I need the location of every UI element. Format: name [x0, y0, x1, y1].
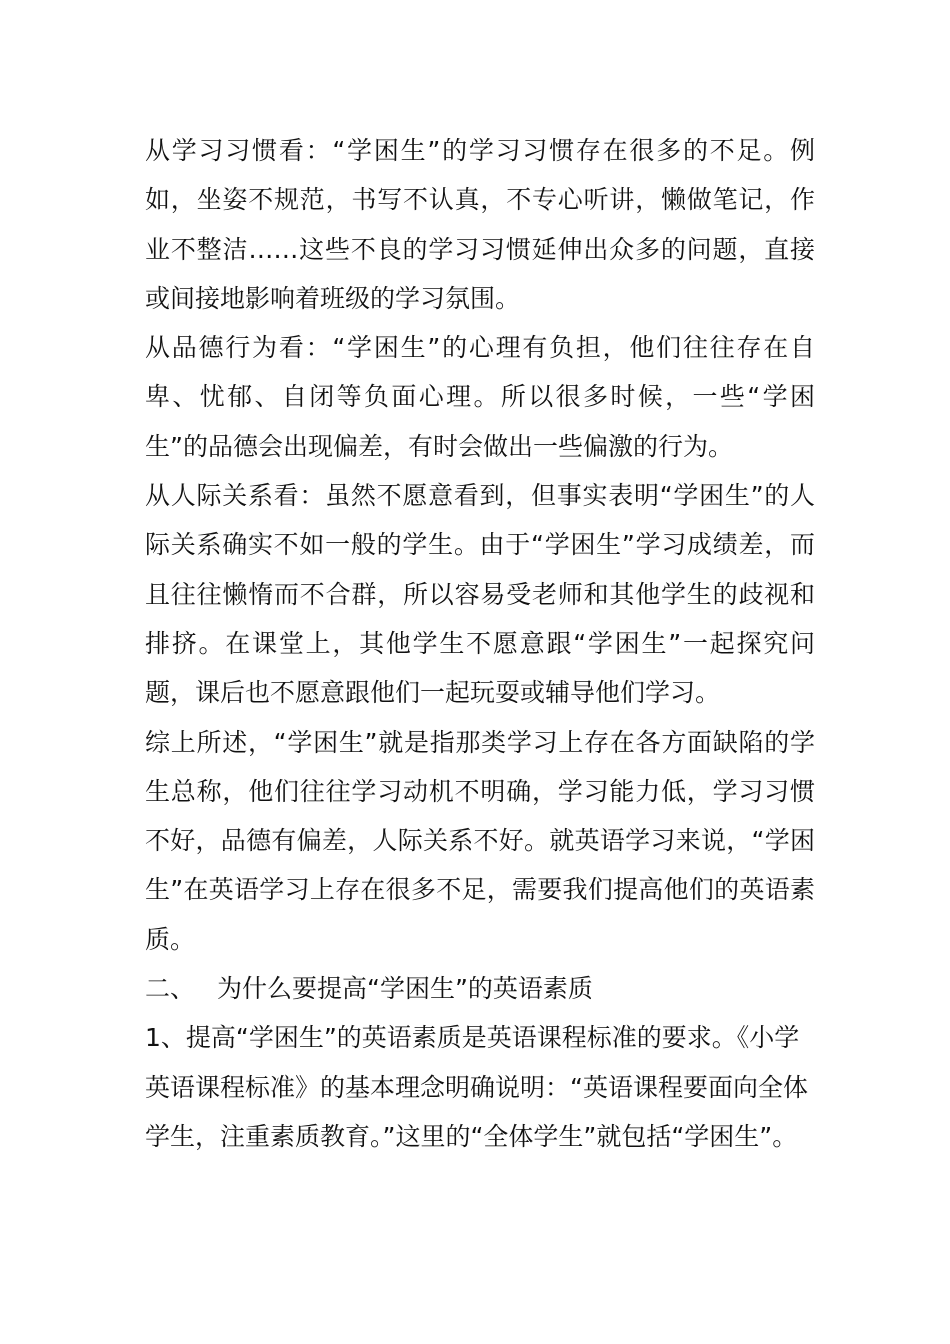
- paragraph-study-habits: 从学习习惯看：“学困生”的学习习惯存在很多的不足。例如，坐姿不规范，书写不认真，不专心听讲，懒做笔记，作业不整洁……这些不良的学习习惯延伸出众多的问题，直接或间接地影响着班级的学习氛围。: [145, 136, 815, 313]
- paragraph-curriculum-standard: 1、提高“学困生”的英语素质是英语课程标准的要求。《小学英语课程标准》的基本理念明确说明：“英语课程要面向全体学生，注重素质教育。”这里的“全体学生”就包括“学困生”。: [145, 1023, 808, 1151]
- document-body: [145, 126, 815, 1161]
- section-heading: [145, 964, 815, 1013]
- section-title: 为什么要提高“学困生”的英语素质: [217, 974, 593, 1004]
- paragraph-moral-behavior: 从品德行为看：“学困生”的心理有负担，他们往往存在自卑、忧郁、自闭等负面心理。所以很多时候，一些“学困生”的品德会出现偏差，有时会做出一些偏激的行为。: [145, 333, 815, 461]
- paragraph-interpersonal: 从人际关系看：虽然不愿意看到，但事实表明“学困生”的人际关系确实不如一般的学生。由于“学困生”学习成绩差，而且往往懒惰而不合群，所以容易受老师和其他学生的歧视和排挤。在课堂上，其他学生不愿意跟“学困生”一起探究问题，课后也不愿意跟他们一起玩耍或辅导他们学习。: [145, 481, 815, 708]
- section-number: 二、: [145, 974, 196, 1004]
- paragraph-summary: 综上所述，“学困生”就是指那类学习上存在各方面缺陷的学生总称，他们往往学习动机不明确，学习能力低，学习习惯不好，品德有偏差，人际关系不好。就英语学习来说，“学困生”在英语学习上存在很多不足，需要我们提高他们的英语素质。: [145, 727, 815, 954]
